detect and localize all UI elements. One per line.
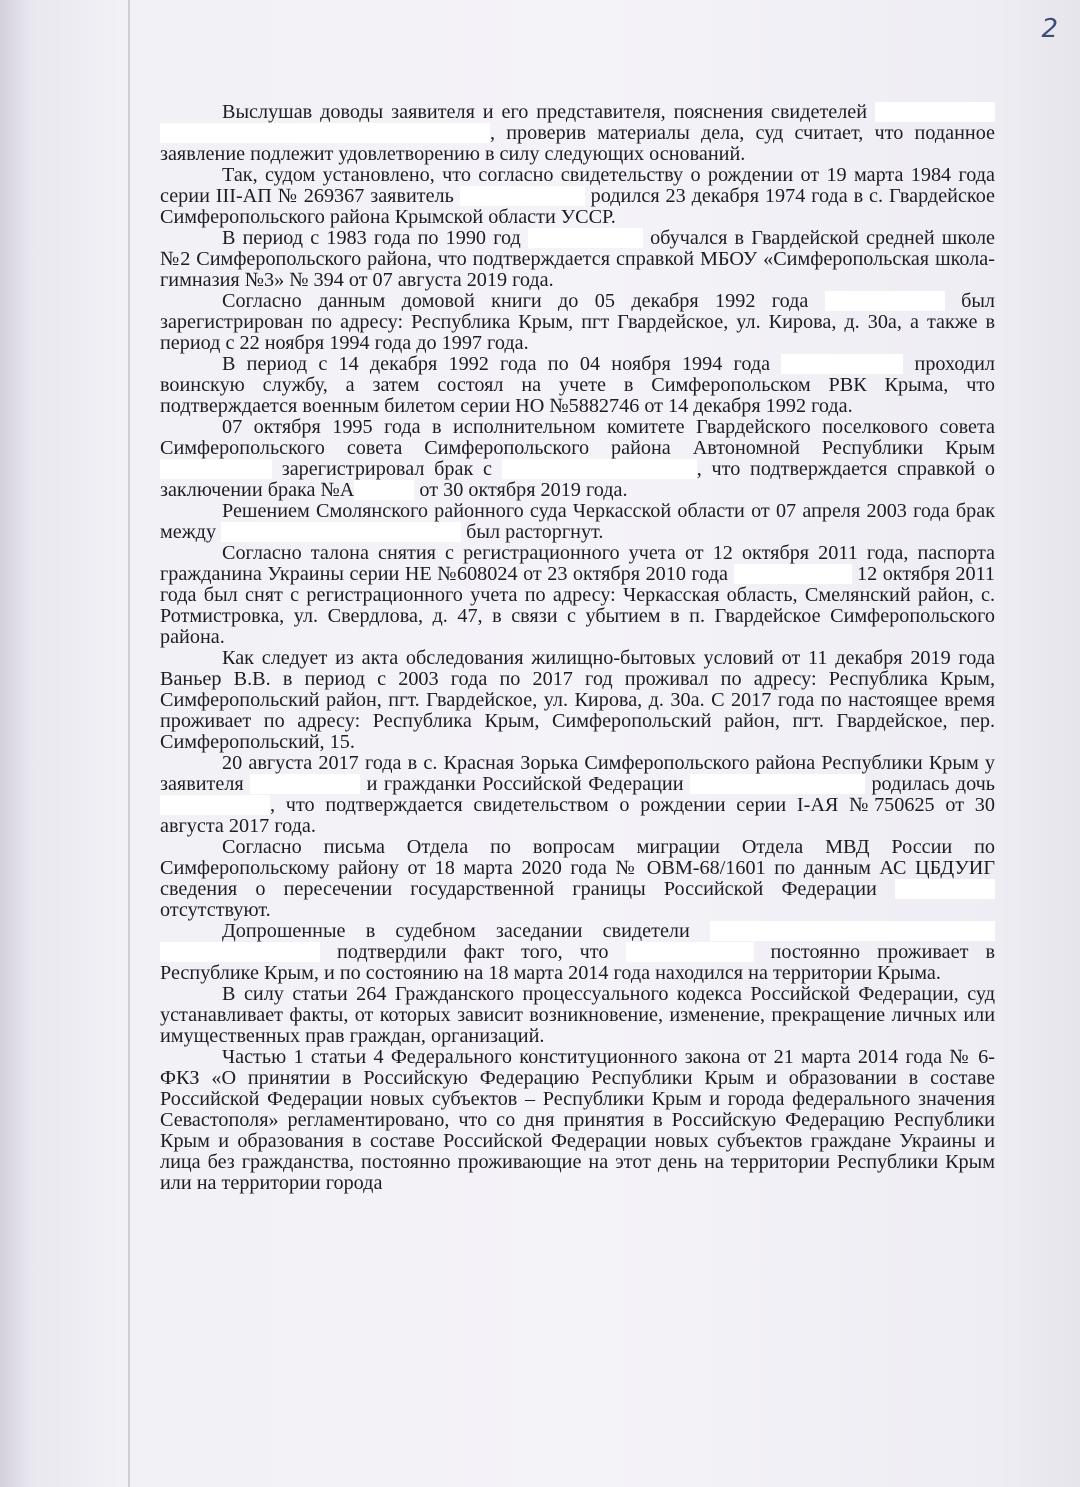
paragraph: Решением Смолянского районного суда Черкасской области от 07 апреля 2003 года брак между был расторгнут. bbox=[160, 500, 995, 543]
paragraph: Так, судом установлено, что согласно свидетельству о рождении от 19 марта 1984 года серии III-АП № 269367 заявитель родился 23 декабря 1974 года в с. Гвардейское Симферопольского района Крымской области УССР. bbox=[160, 164, 995, 228]
paragraph: В период с 14 декабря 1992 года по 04 ноября 1994 года проходил воинскую службу, а затем состоял на учете в Симферопольском РВК Крыма, что подтверждается военным билетом серии НО №5882746 от 14 декабря 1992 года. bbox=[160, 353, 995, 417]
redacted-name bbox=[528, 228, 643, 248]
redacted-name bbox=[895, 879, 995, 899]
redacted-name bbox=[710, 921, 995, 941]
paragraph: В силу статьи 264 Гражданского процессуального кодекса Российской Федерации, суд устанавливает факты, от которых зависит возникновение, изменение, прекращение личных или имущественных прав граждан, организаций. bbox=[160, 983, 995, 1047]
paragraph: 20 августа 2017 года в с. Красная Зорька Симферопольского района Республики Крым у заявителя и гражданки Российской Федерации родилась дочь , что подтверждается свидетельством о рождении серии I-АЯ №750625 от 30 августа 2017 года. bbox=[160, 752, 995, 837]
redacted-name bbox=[160, 942, 320, 962]
paragraph: Согласно письма Отдела по вопросам миграции Отдела МВД России по Симферопольскому району от 18 марта 2020 года № ОВМ-68/1601 по данным АС ЦБДУИГ сведения о пересечении государственной границы Российской Федерации отсутствуют. bbox=[160, 836, 995, 921]
redacted-name bbox=[825, 291, 945, 311]
paragraph: В период с 1983 года по 1990 год обучался в Гвардейской средней школе №2 Симферопольского района, что подтверждается справкой МБОУ «Симферопольская школа-гимназия №3» № 394 от 07 августа 2019 года. bbox=[160, 227, 995, 291]
redacted-name bbox=[781, 354, 903, 374]
redacted-name bbox=[734, 564, 852, 584]
page-fold-line bbox=[128, 0, 130, 1487]
redacted-name bbox=[690, 774, 865, 794]
paragraph: 07 октября 1995 года в исполнительном комитете Гвардейского поселкового совета Симферопольского совета Симферопольского района Автономной Республики Крым зарегистрировал брак с , что подтверждается справкой о заключении брака №А от 30 октября 2019 года. bbox=[160, 416, 995, 501]
paragraph: Как следует из акта обследования жилищно-бытовых условий от 11 декабря 2019 года Ваньер В.В. в период с 2003 года по 2017 год проживал по адресу: Республика Крым, Симферопольский район, пгт. Гвардейское, ул. Кирова, д. 30а. С 2017 года по настоящее время проживает по адресу: Республика Крым, Симферопольский район, пгт. Гвардейское, пер. Симферопольский, 15. bbox=[160, 647, 995, 753]
paragraph: Частью 1 статьи 4 Федерального конституционного закона от 21 марта 2014 года № 6-ФКЗ «О принятии в Российскую Федерацию Республики Крым и образовании в составе Российской Федерации новых субъектов – Республики Крым и города федерального значения Севастополя» регламентировано, что со дня принятия в Российскую Федерацию Республики Крым и образования в составе Российской Федерации новых субъектов граждане Украины и лица без гражданства, постоянно проживающие на этот день на территории Республики Крым или на территории города bbox=[160, 1046, 995, 1194]
redacted-name bbox=[460, 186, 585, 206]
paragraph: Согласно талона снятия с регистрационного учета от 12 октября 2011 года, паспорта гражданина Украины серии НЕ №608024 от 23 октября 2010 года 12 октября 2011 года был снят с регистрационного учета по адресу: Черкасская область, Смелянский район, с. Ротмистровка, ул. Свердлова, д. 47, в связи с убытием в п. Гвардейское Симферопольского района. bbox=[160, 542, 995, 648]
redacted-name bbox=[160, 459, 272, 479]
paragraph: Согласно данным домовой книги до 05 декабря 1992 года был зарегистрирован по адресу: Республика Крым, пгт Гвардейское, ул. Кирова, д. 30а, а также в период с 22 ноября 1994 года до 1997 года. bbox=[160, 290, 995, 354]
redacted-name bbox=[250, 774, 360, 794]
redacted-number bbox=[354, 480, 414, 500]
redacted-name bbox=[626, 942, 754, 962]
redacted-name bbox=[160, 123, 490, 143]
redacted-name bbox=[221, 522, 461, 542]
document-body bbox=[160, 102, 995, 1194]
redacted-name bbox=[502, 459, 697, 479]
redacted-name bbox=[160, 795, 270, 815]
paragraph: Выслушав доводы заявителя и его представителя, пояснения свидетелей , проверив материалы дела, суд считает, что поданное заявление подлежит удовлетворению в силу следующих оснований. bbox=[160, 101, 995, 165]
paragraph: Допрошенные в судебном заседании свидетели подтвердили факт того, что постоянно проживает в Республике Крым, и по состоянию на 18 марта 2014 года находился на территории Крыма. bbox=[160, 920, 995, 984]
page-number: 2 bbox=[1041, 14, 1058, 44]
redacted-name bbox=[875, 102, 995, 122]
